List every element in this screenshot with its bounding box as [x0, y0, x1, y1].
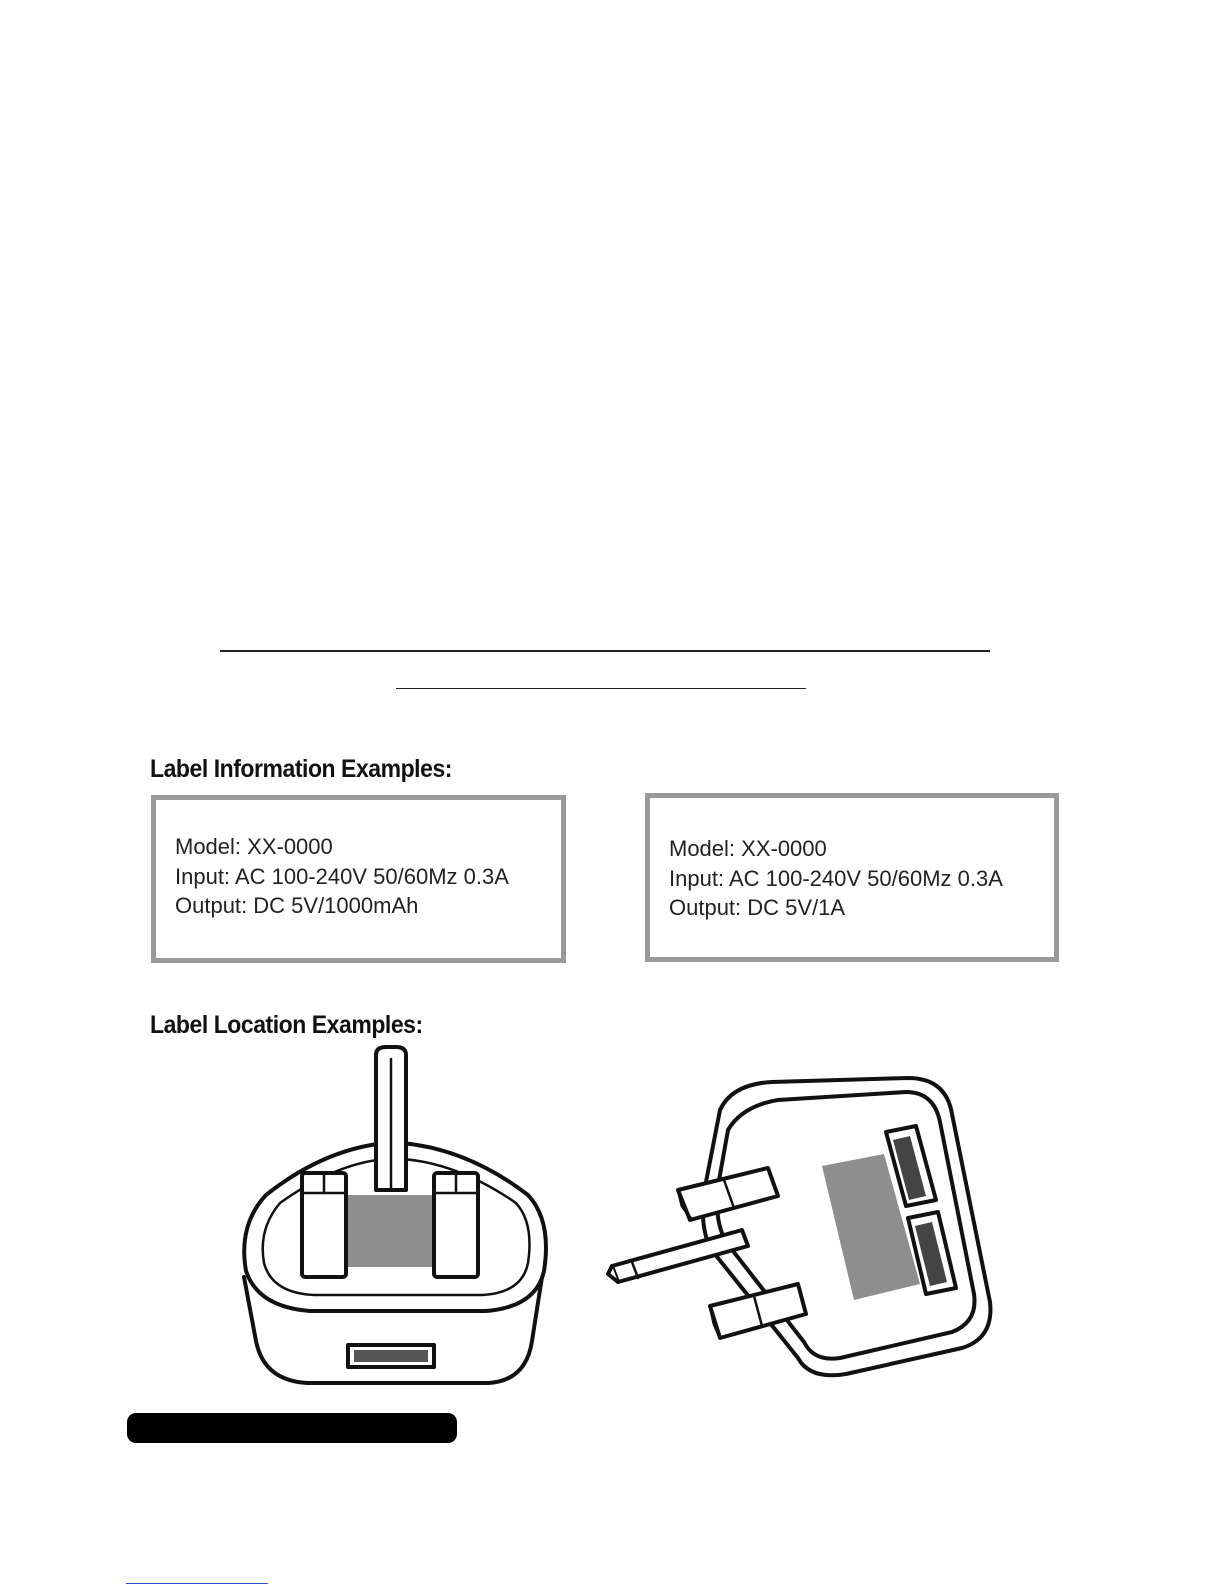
- uk-plug-front-icon: [236, 1045, 556, 1395]
- label-input: Input: AC 100-240V 50/60Mz 0.3A: [175, 863, 509, 889]
- label-output: Output: DC 5V/1000mAh: [175, 893, 419, 918]
- uk-plug-angled-icon: [602, 1070, 1002, 1390]
- label-example-2: [645, 793, 1059, 962]
- redacted-rule-1: [220, 650, 990, 652]
- redacted-bar: [127, 1413, 457, 1443]
- label-input: Input: AC 100-240V 50/60Mz 0.3A: [669, 865, 1003, 891]
- label-information-heading: Label Information Examples:: [150, 755, 452, 783]
- label-example-1: [151, 795, 566, 963]
- label-model: Model: XX-0000: [175, 834, 333, 859]
- label-output: Output: DC 5V/1A: [669, 895, 846, 920]
- label-model: Model: XX-0000: [669, 836, 827, 861]
- redacted-rule-2: [396, 688, 806, 689]
- label-location-heading: Label Location Examples:: [150, 1011, 423, 1039]
